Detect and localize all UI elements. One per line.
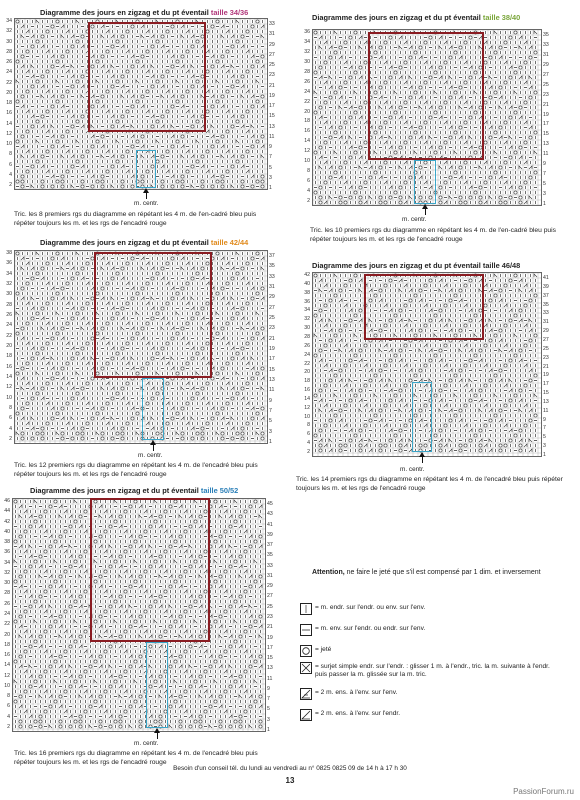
center-stitch-label: m. centr. — [134, 200, 159, 207]
blue-repeat-frame — [146, 642, 168, 728]
center-stitch-label: m. centr. — [134, 740, 159, 747]
attention-label: Attention, — [312, 569, 345, 576]
red-repeat-frame — [94, 252, 212, 378]
row-number: 27 — [267, 593, 273, 600]
row-number: 31 — [543, 319, 549, 326]
diagram-title — [40, 238, 248, 247]
row-number: 39 — [267, 531, 273, 538]
row-number: 30 — [6, 38, 12, 45]
row-number: 38 — [304, 289, 310, 296]
row-number: 4 — [7, 713, 10, 720]
row-number: 27 — [543, 71, 549, 78]
row-number: 13 — [543, 398, 549, 405]
row-number: 4 — [307, 440, 310, 447]
row-number: 25 — [269, 62, 275, 68]
legend-text: = surjet simple endr. sur l'endr. : glisser 1 m. à l'endr., tric. la m. suivante à l'endr. puis passer la m. glissée sur la m. tric. — [315, 663, 550, 679]
row-number: 15 — [269, 113, 275, 120]
row-number: 34 — [4, 559, 10, 566]
row-number: 5 — [543, 181, 546, 188]
row-number: 5 — [269, 164, 272, 171]
row-number: 34 — [304, 307, 310, 314]
diagram-caption: Tric. les 12 premiers rgs du diagramme en répétant les 4 m. de l'encadré bleu puis répéter toujours les m. et les rgs de l'encadré rouge — [14, 462, 258, 478]
red-repeat-frame — [88, 22, 206, 132]
row-number: 31 — [269, 31, 275, 38]
row-numbers-left — [0, 18, 12, 188]
p2tog-knit-side-icon — [300, 709, 312, 721]
row-number: 14 — [6, 374, 12, 380]
row-number: 20 — [6, 89, 12, 96]
row-numbers-right — [269, 21, 281, 191]
row-number: 11 — [543, 151, 549, 158]
row-number: 12 — [6, 130, 12, 137]
row-number: 1 — [267, 727, 270, 733]
row-number: 7 — [267, 696, 270, 703]
row-number: 22 — [6, 79, 12, 86]
row-number: 15 — [543, 390, 549, 397]
row-number: 19 — [543, 372, 549, 379]
row-number: 42 — [4, 518, 10, 525]
row-number: 3 — [269, 428, 272, 435]
knit-stitch-icon — [300, 603, 312, 615]
row-number: 10 — [6, 141, 12, 147]
row-number: 32 — [6, 281, 12, 287]
row-number: 6 — [9, 415, 12, 422]
blue-repeat-frame — [414, 160, 436, 204]
row-number: 20 — [304, 369, 310, 376]
row-number: 23 — [269, 325, 275, 332]
diagram-title-text: Diagramme des jours en zigzag et du pt éventail — [30, 486, 199, 495]
row-numbers-right — [269, 253, 281, 445]
row-number: 13 — [269, 123, 275, 130]
row-number: 16 — [304, 128, 310, 135]
row-number: 21 — [543, 363, 549, 370]
row-number: 4 — [9, 425, 12, 432]
red-repeat-frame — [364, 274, 484, 340]
row-number: 33 — [543, 41, 549, 48]
row-number: 12 — [304, 404, 310, 411]
diagram-title-text: Diagramme des jours en zigzag et du pt éventail — [40, 238, 209, 247]
row-number: 31 — [269, 284, 275, 290]
row-number: 5 — [267, 706, 270, 713]
row-number: 30 — [4, 580, 10, 587]
row-number: 30 — [304, 325, 310, 332]
row-number: 2 — [307, 449, 310, 455]
row-number: 10 — [304, 158, 310, 165]
purl-stitch-icon — [300, 624, 312, 636]
row-number: 18 — [4, 641, 10, 648]
row-number: 35 — [267, 552, 273, 559]
row-number: 42 — [304, 272, 310, 278]
row-number: 27 — [269, 304, 275, 311]
row-numbers-left — [298, 29, 310, 204]
row-number: 22 — [304, 360, 310, 367]
diagram-title — [30, 486, 238, 495]
diagram-title-text: Diagramme des jours en zigzag et du pt éventail — [312, 13, 481, 22]
slip-knit-pass-icon — [300, 662, 312, 674]
row-number: 36 — [304, 29, 310, 35]
row-number: 22 — [6, 332, 12, 339]
row-number: 23 — [267, 614, 273, 620]
row-number: 32 — [304, 48, 310, 55]
row-number: 26 — [6, 59, 12, 65]
row-number: 30 — [304, 58, 310, 65]
row-number: 28 — [304, 333, 310, 340]
legend-text: = m. env. sur l'endr. ou endr. sur l'env. — [315, 625, 426, 632]
diagram-size-label: taille 46/48 — [482, 261, 521, 270]
row-number: 29 — [269, 41, 275, 48]
row-number: 13 — [267, 665, 273, 672]
row-number: 6 — [307, 431, 310, 438]
diagram-title-text: Diagramme des jours en zigzag et du pt éventail — [40, 8, 209, 17]
row-number: 18 — [6, 100, 12, 106]
row-number: 19 — [543, 111, 549, 118]
row-number: 14 — [4, 662, 10, 669]
row-number: 23 — [543, 91, 549, 98]
row-number: 32 — [4, 569, 10, 576]
row-number: 20 — [304, 108, 310, 115]
row-number: 26 — [4, 600, 10, 607]
row-number: 40 — [4, 528, 10, 535]
row-number: 4 — [307, 188, 310, 195]
blue-repeat-frame — [136, 150, 156, 188]
row-numbers-left — [298, 272, 310, 455]
footer-help-line: Besoin d'un conseil tél. du lundi au vendredi au n° 0825 0825 09 de 14 h à 17 h 30 — [173, 765, 407, 772]
row-number: 16 — [6, 110, 12, 117]
blue-repeat-frame — [412, 382, 432, 452]
row-number: 21 — [269, 82, 275, 89]
row-number: 7 — [543, 425, 546, 432]
row-number: 27 — [543, 336, 549, 343]
red-repeat-frame — [368, 32, 484, 160]
row-number: 17 — [267, 644, 273, 651]
row-number: 12 — [304, 148, 310, 155]
row-number: 40 — [304, 280, 310, 287]
center-stitch-label: m. centr. — [138, 452, 163, 459]
row-number: 4 — [9, 171, 12, 178]
row-number: 15 — [267, 655, 273, 662]
row-number: 11 — [543, 407, 549, 414]
row-number: 6 — [7, 703, 10, 710]
attention-text: ne faire le jeté que s'il est compensé par 1 dim. et inversement — [344, 569, 541, 576]
row-number: 24 — [6, 69, 12, 76]
row-number: 41 — [543, 275, 549, 281]
row-number: 26 — [304, 78, 310, 85]
row-number: 16 — [304, 387, 310, 394]
row-number: 41 — [267, 521, 273, 528]
row-number: 1 — [269, 439, 272, 445]
watermark: PassionForum.ru — [513, 787, 574, 796]
blue-repeat-frame — [142, 378, 164, 440]
row-number: 23 — [543, 354, 549, 361]
legend-text: = jeté — [315, 646, 332, 653]
row-number: 38 — [4, 539, 10, 546]
row-number: 13 — [269, 377, 275, 383]
row-number: 18 — [304, 118, 310, 125]
row-number: 7 — [269, 154, 272, 161]
row-number: 16 — [4, 652, 10, 659]
center-stitch-label: m. centr. — [402, 216, 427, 223]
diagram-size-label: taille 34/36 — [210, 8, 249, 17]
row-number: 29 — [543, 61, 549, 68]
row-number: 14 — [304, 138, 310, 145]
row-number: 29 — [269, 294, 275, 301]
row-number: 2 — [9, 182, 12, 188]
row-number: 8 — [307, 422, 310, 429]
row-number: 17 — [543, 121, 549, 128]
row-number: 17 — [269, 356, 275, 363]
row-number: 37 — [269, 253, 275, 259]
diagram-caption: Tric. les 8 premiers rgs du diagramme en répétant les 4 m. de l'en-cadré bleu puis répéter toujours les m. et les rgs de l'encadré rouge — [14, 211, 257, 227]
row-number: 28 — [304, 68, 310, 75]
row-number: 9 — [269, 144, 272, 150]
row-number: 7 — [543, 171, 546, 178]
row-number: 32 — [6, 28, 12, 35]
row-number: 37 — [543, 292, 549, 299]
row-number: 36 — [6, 260, 12, 267]
row-number: 29 — [543, 328, 549, 335]
row-number: 9 — [269, 397, 272, 404]
row-numbers-right — [267, 501, 279, 733]
attention-note — [312, 568, 552, 577]
row-number: 20 — [6, 343, 12, 349]
row-number: 25 — [269, 315, 275, 321]
row-number: 9 — [543, 161, 546, 168]
row-number: 36 — [4, 549, 10, 556]
row-number: 35 — [269, 263, 275, 270]
diagram-title-text: Diagramme des jours en zigzag et du pt éventail — [312, 261, 481, 270]
center-stitch-label: m. centr. — [400, 466, 425, 473]
diagram-size-label: taille 42/44 — [210, 238, 249, 247]
row-number: 2 — [9, 436, 12, 442]
row-number: 11 — [267, 675, 273, 682]
row-number: 3 — [543, 191, 546, 198]
row-number: 26 — [304, 342, 310, 349]
page-number: 13 — [285, 776, 295, 785]
row-number: 15 — [543, 131, 549, 138]
row-number: 45 — [267, 501, 273, 507]
row-number: 11 — [269, 133, 275, 140]
row-number: 24 — [4, 611, 10, 617]
row-number: 8 — [307, 168, 310, 175]
row-number: 1 — [269, 185, 272, 191]
diagram-title — [312, 13, 520, 22]
row-number: 11 — [269, 387, 275, 394]
row-number: 28 — [6, 48, 12, 55]
row-number: 32 — [304, 316, 310, 323]
red-repeat-frame — [90, 498, 210, 642]
row-number: 14 — [304, 395, 310, 402]
row-number: 38 — [6, 250, 12, 256]
row-number: 25 — [267, 603, 273, 610]
row-number: 34 — [6, 270, 12, 277]
row-number: 6 — [307, 178, 310, 185]
row-number: 24 — [6, 322, 12, 329]
row-number: 31 — [267, 572, 273, 579]
yarn-over-icon — [300, 645, 312, 657]
row-number: 29 — [267, 583, 273, 590]
diagram-caption: Tric. les 16 premiers rgs du diagramme en répétant les 4 m. de l'encadré bleu puis répéter toujours les m. et les rgs de l'encadré rouge — [14, 750, 258, 766]
row-number: 23 — [269, 72, 275, 79]
row-number: 17 — [543, 381, 549, 388]
row-number: 1 — [543, 201, 546, 207]
row-number: 35 — [543, 301, 549, 308]
row-number: 9 — [543, 416, 546, 423]
row-number: 44 — [4, 508, 10, 515]
row-number: 18 — [304, 378, 310, 385]
row-number: 21 — [269, 335, 275, 342]
row-number: 3 — [543, 443, 546, 450]
row-number: 19 — [269, 92, 275, 99]
row-number: 12 — [6, 384, 12, 391]
diagram-size-label: taille 38/40 — [482, 13, 521, 22]
row-number: 2 — [7, 724, 10, 730]
row-number: 39 — [543, 283, 549, 290]
row-number: 18 — [6, 353, 12, 360]
row-number: 15 — [269, 366, 275, 373]
row-number: 10 — [4, 682, 10, 689]
row-number: 2 — [307, 198, 310, 204]
k2tog-purl-side-icon — [300, 688, 312, 700]
row-number: 10 — [6, 394, 12, 401]
row-number: 33 — [267, 562, 273, 569]
row-number: 22 — [4, 621, 10, 628]
row-number: 43 — [267, 511, 273, 518]
row-number: 8 — [7, 693, 10, 700]
legend-text: = 2 m. ens. à l'env. sur l'endr. — [315, 710, 401, 717]
row-number: 34 — [6, 18, 12, 24]
row-number: 20 — [4, 631, 10, 638]
row-number: 35 — [543, 32, 549, 38]
row-number: 19 — [267, 634, 273, 641]
row-number: 5 — [543, 434, 546, 441]
row-number: 27 — [269, 51, 275, 58]
row-number: 33 — [269, 21, 275, 27]
row-number: 6 — [9, 161, 12, 168]
row-number: 19 — [269, 346, 275, 352]
row-number: 21 — [543, 101, 549, 108]
row-number: 24 — [304, 351, 310, 358]
row-number: 31 — [543, 51, 549, 58]
row-number: 9 — [267, 685, 270, 692]
row-number: 30 — [6, 291, 12, 298]
row-number: 33 — [543, 310, 549, 317]
row-number: 28 — [6, 301, 12, 308]
row-number: 28 — [4, 590, 10, 597]
row-numbers-right — [543, 32, 555, 207]
diagram-title — [40, 8, 248, 17]
row-number: 24 — [304, 88, 310, 95]
row-number: 8 — [9, 405, 12, 411]
row-number: 5 — [269, 418, 272, 425]
diagram-title — [312, 261, 520, 270]
row-number: 22 — [304, 98, 310, 105]
row-number: 7 — [269, 408, 272, 414]
row-number: 14 — [6, 120, 12, 127]
legend-text: = 2 m. ens. à l'env. sur l'env. — [315, 689, 398, 696]
row-number: 1 — [543, 452, 546, 458]
row-number: 10 — [304, 413, 310, 420]
legend-text: = m. endr. sur l'endr. ou env. sur l'env. — [315, 604, 426, 611]
diagram-size-label: taille 50/52 — [200, 486, 239, 495]
row-number: 33 — [269, 273, 275, 280]
row-number: 36 — [304, 298, 310, 305]
row-number: 3 — [267, 716, 270, 723]
row-number: 21 — [267, 624, 273, 631]
row-number: 34 — [304, 38, 310, 45]
row-number: 25 — [543, 81, 549, 88]
row-number: 37 — [267, 542, 273, 549]
diagram-caption: Tric. les 14 premiers rgs du diagramme en répétant les 4 m. de l'encadré bleu puis répéter toujours les m. et les rgs de l'encadré rouge — [296, 476, 563, 492]
row-number: 46 — [4, 498, 10, 504]
row-numbers-left — [0, 498, 10, 730]
diagram-caption: Tric. les 10 premiers rgs du diagramme en répétant les 4 m. de l'en-cadré bleu puis répéter toujours les m. et les rgs de l'encadré rouge — [310, 227, 556, 243]
row-numbers-left — [0, 250, 12, 442]
row-number: 16 — [6, 363, 12, 370]
row-number: 17 — [269, 103, 275, 109]
row-number: 13 — [543, 141, 549, 148]
row-number: 8 — [9, 151, 12, 158]
row-number: 25 — [543, 345, 549, 352]
row-numbers-right — [543, 275, 555, 458]
row-number: 3 — [269, 174, 272, 181]
row-number: 26 — [6, 312, 12, 318]
row-number: 12 — [4, 672, 10, 679]
